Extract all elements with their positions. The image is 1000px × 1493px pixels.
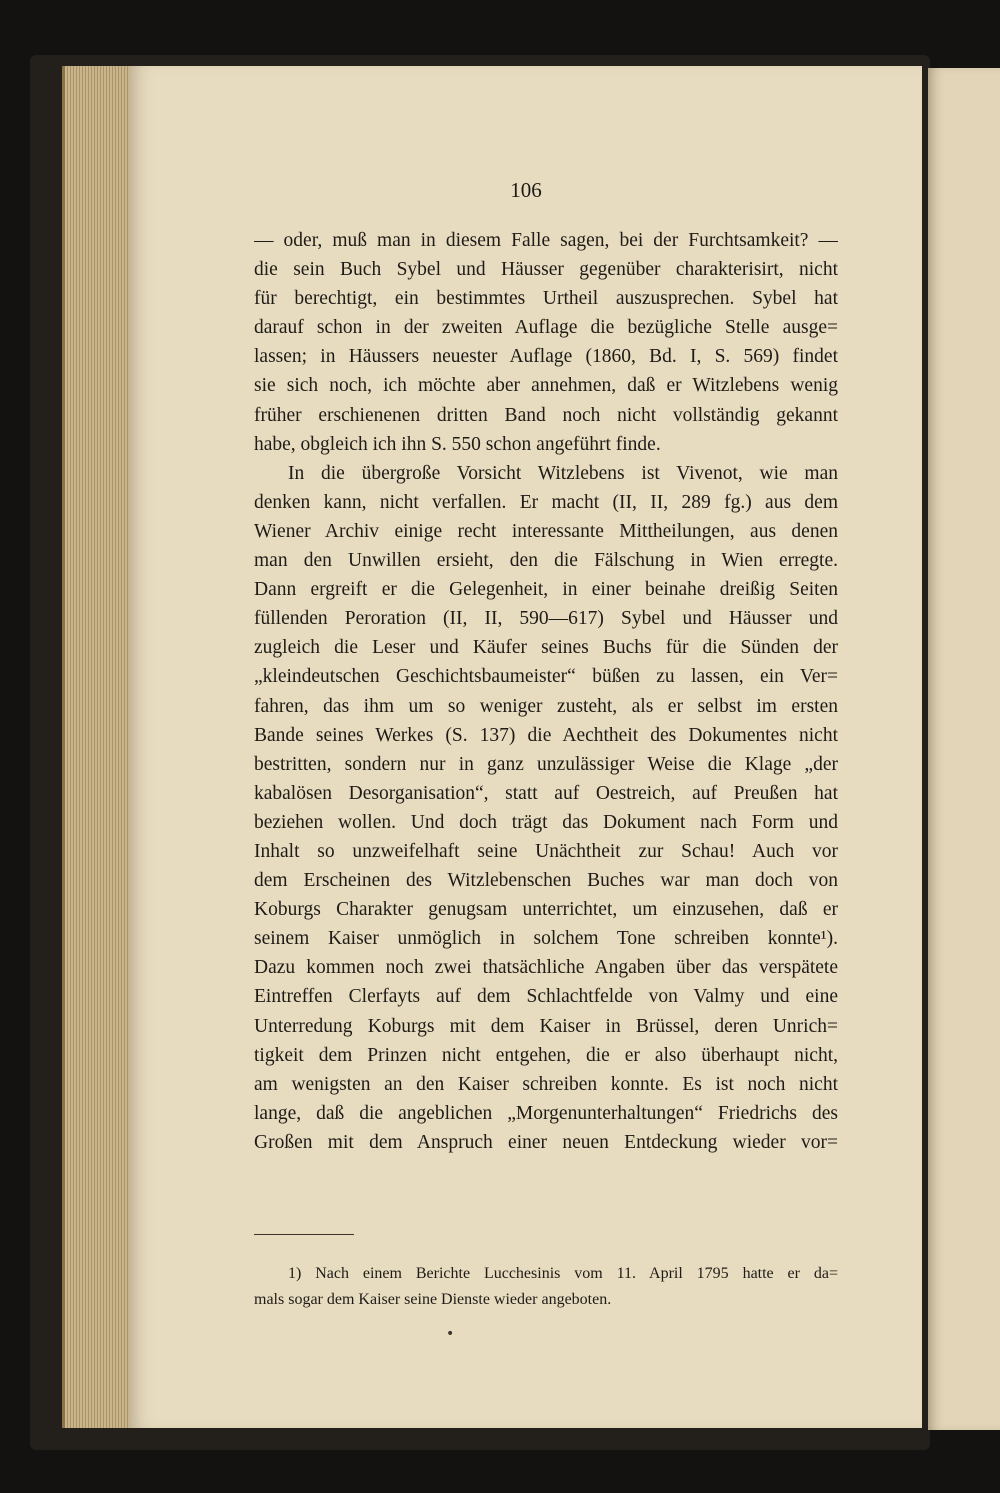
footnote-divider [254, 1234, 354, 1235]
page-number: 106 [510, 178, 542, 202]
text-line: dem Erscheinen des Witzlebenschen Buches war man doch von [254, 870, 838, 892]
text-line: Inhalt so unzweifelhaft seine Unächtheit zur Schau! Auch vor [254, 840, 838, 862]
page-edges [62, 66, 139, 1428]
text-line: In die übergroße Vorsicht Witzlebens ist Vivenot, wie man [288, 462, 838, 484]
footnote [254, 1261, 838, 1313]
text-line: früher erschienenen dritten Band noch nicht vollständig gekannt [254, 404, 838, 426]
ink-speck: • [446, 1326, 455, 1342]
text-line: fahren, das ihm um so weniger zusteht, als er selbst im ersten [254, 695, 838, 717]
text-line: tigkeit dem Prinzen nicht entgehen, die er also überhaupt nicht, [254, 1044, 838, 1066]
text-line: Großen mit dem Anspruch einer neuen Entdeckung wieder vor= [254, 1131, 838, 1153]
text-line: Dann ergreift er die Gelegenheit, in einer beinahe dreißig Seiten [254, 579, 838, 601]
body-text [254, 226, 838, 1157]
text-line: Wiener Archiv einige recht interessante Mittheilungen, aus denen [254, 520, 838, 542]
text-line: für berechtigt, ein bestimmtes Urtheil auszusprechen. Sybel hat [254, 288, 838, 310]
text-line: die sein Buch Sybel und Häusser gegenüber charakterisirt, nicht [254, 259, 838, 281]
text-line: am wenigsten an den Kaiser schreiben konnte. Es ist noch nicht [254, 1073, 838, 1095]
text-line: seinem Kaiser unmöglich in solchem Tone schreiben konnte¹). [254, 928, 838, 950]
text-line: Unterredung Koburgs mit dem Kaiser in Brüssel, deren Unrich= [254, 1015, 838, 1037]
text-line: habe, obgleich ich ihn S. 550 schon angeführt finde. [254, 433, 661, 455]
text-line: man den Unwillen ersieht, den die Fälschung in Wien erregte. [254, 550, 838, 572]
text-line: Bande seines Werkes (S. 137) die Aechtheit des Dokumentes nicht [254, 724, 838, 746]
text-line: Eintreffen Clerfayts auf dem Schlachtfelde von Valmy und eine [254, 986, 838, 1008]
text-line: Koburgs Charakter genugsam unterrichtet, um einzusehen, daß er [254, 899, 838, 921]
text-line: Dazu kommen noch zwei thatsächliche Angaben über das verspätete [254, 957, 838, 979]
text-line: lange, daß die angeblichen „Morgenunterhaltungen“ Friedrichs des [254, 1102, 838, 1124]
text-line: — oder, muß man in diesem Falle sagen, bei der Furchtsamkeit? — [254, 230, 838, 251]
text-line: beziehen wollen. Und doch trägt das Dokument nach Form und [254, 811, 838, 833]
text-line: füllenden Peroration (II, II, 590—617) Sybel und Häusser und [254, 608, 838, 630]
text-line: kabalösen Desorganisation“, statt auf Oestreich, auf Preußen hat [254, 782, 838, 804]
text-line: denken kann, nicht verfallen. Er macht (II, II, 289 fg.) aus dem [254, 491, 838, 513]
text-line: zugleich die Leser und Käufer seines Buchs für die Sünden der [254, 637, 838, 659]
text-line: darauf schon in der zweiten Auflage die bezügliche Stelle ausge= [254, 317, 838, 339]
text-line: sie sich noch, ich möchte aber annehmen, daß er Witzlebens wenig [254, 375, 838, 397]
text-line: bestritten, sondern nur in ganz unzulässiger Weise die Klage „der [254, 753, 838, 775]
footnote-line: 1) Nach einem Berichte Lucchesinis vom 11. April 1795 hatte er da= [288, 1265, 838, 1282]
footnote-line: mals sogar dem Kaiser seine Dienste wieder angeboten. [254, 1291, 612, 1308]
text-line: „kleindeutschen Geschichtsbaumeister“ büßen zu lassen, ein Ver= [254, 666, 838, 688]
facing-page [928, 68, 1000, 1430]
text-line: lassen; in Häussers neuester Auflage (1860, Bd. I, S. 569) findet [254, 346, 838, 368]
book-page [130, 66, 922, 1428]
